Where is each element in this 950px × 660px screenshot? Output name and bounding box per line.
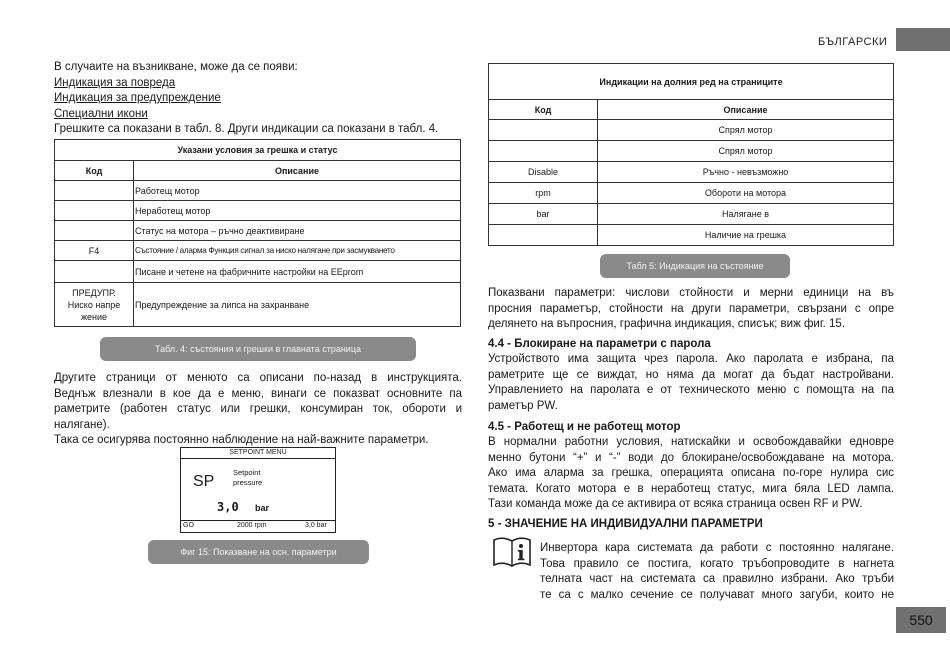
lcd-display xyxy=(180,447,336,533)
table-row: Неработещ мотор xyxy=(55,201,461,221)
intro-text: В случаите на възникване, може да се появи: xyxy=(54,61,298,73)
link-special-icons[interactable]: Специални икони xyxy=(54,107,148,120)
table-row: Спрял мотор xyxy=(489,141,894,162)
figure15-caption: Фиг 15: Показване на осн. параметри xyxy=(148,540,369,564)
lcd-label-pressure: pressure xyxy=(233,478,263,487)
errors-note: Грешките са показани в табл. 8. Други индикации са показани в табл. 4. xyxy=(54,123,439,135)
page-number: 550 xyxy=(896,607,946,633)
table-5 xyxy=(488,63,894,246)
table4-caption: Табл. 4: състояния и грешки в главната страница xyxy=(100,337,416,361)
table5-caption: Табл 5: Индикация на състояние xyxy=(600,254,790,278)
lcd-code: SP xyxy=(193,473,215,490)
lcd-unit: bar xyxy=(255,503,270,513)
table-4 xyxy=(54,139,461,327)
section-4-4-body: Устройството има защита чрез парола. Ако паролата е избрана, па раметрите ще се виждат, но няма да могат да бъдат настройвани. Управлението на паролата е от техническото меню с помощта на па раметър PW. xyxy=(488,353,894,412)
link-fault-indication[interactable]: Индикация за повреда xyxy=(54,76,176,89)
section-4-5-body: В нормални работни условия, натискайки и освобождавайки едновре менно бутони “+” и “-” води до блокиране/освобождаване на мотора. Ако има аларма за грешка, операцията описана по-горе нулира сис темата. Когато мотора е в неработещ статус, мига бяла LED лампа. Тази команда може да се активира от всяка страница освен RF и PW. xyxy=(488,436,894,510)
lcd-bottom-pressure: 3,0 bar xyxy=(305,522,327,529)
language-label: БЪЛГАРСКИ xyxy=(818,36,888,48)
section-4-4-heading: 4.4 - Блокиране на параметри с парола xyxy=(488,338,711,350)
left-intro-block xyxy=(54,60,464,138)
table-row: Спрял мотор xyxy=(489,120,894,141)
section-5-heading: 5 - ЗНАЧЕНИЕ НА ИНДИВИДУАЛНИ ПАРАМЕТРИ xyxy=(488,518,763,530)
link-warning-indication[interactable]: Индикация за предупреждение xyxy=(54,92,221,104)
lcd-divider xyxy=(181,520,335,521)
lcd-title: SETPOINT MENU xyxy=(181,449,335,459)
table4-title: Указани условия за грешка и статус xyxy=(55,140,461,161)
left-paragraph: Другите страници от менюто са описани по-назад в инструкцията. Веднъж влезнали в кое да е меню, винаги се показват основните па раметрите (работен статус или грешки, консумиран ток, обороти и налягане). Така се осигурява постоянно наблюдение на най-важните параметри. xyxy=(54,372,462,446)
table5-col-desc: Описание xyxy=(598,100,894,120)
book-info-icon xyxy=(492,536,532,568)
table4-col-desc: Описание xyxy=(134,161,461,181)
table-row: Работещ мотор xyxy=(55,181,461,201)
section-5-body: Инвертора кара системата да работи с постоянно налягане. Това правило се постига, когато тръбопроводите в нагнета телната част на системата са правилно избрани. Ако тръби те са с малко сечение се получават много загуби, които не xyxy=(540,542,894,601)
table4-col-code: Код xyxy=(55,161,134,181)
table-row: rpm Обороти на мотора xyxy=(489,183,894,204)
lcd-value: 3,0 xyxy=(217,500,239,514)
table-row: bar Налягане в xyxy=(489,204,894,225)
table5-title: Индикации на долния ред на страниците xyxy=(489,64,894,100)
table-row: Disable Ръчно - невъзможно xyxy=(489,162,894,183)
language-tab xyxy=(896,28,950,51)
params-paragraph: Показвани параметри: числови стойности и мерни единици на въ просния параметър, стойности на други параметри, свързани с опре делянето на въпросния, графична индикация, списък; виж фиг. 15. xyxy=(488,287,894,330)
table-row: ПРЕДУПР. Ниско напре жение Предупреждение за липса на захранване xyxy=(55,283,461,327)
table-row: Наличие на грешка xyxy=(489,225,894,246)
section-4-5-heading: 4.5 - Работещ и не работещ мотор xyxy=(488,421,681,433)
table-row: F4 Състояние / аларма Функция сигнал за ниско налягане при засмукването xyxy=(55,241,461,261)
table-row: Статус на мотора – ръчно деактивиране xyxy=(55,221,461,241)
table-row: Писане и четене на фабричните настройки на EEprom xyxy=(55,261,461,283)
lcd-bottom-rpm: 2000 rpm xyxy=(237,522,267,529)
lcd-label-setpoint: Setpoint xyxy=(233,468,261,477)
table5-col-code: Код xyxy=(489,100,598,120)
lcd-bottom-left: GO xyxy=(183,522,194,529)
